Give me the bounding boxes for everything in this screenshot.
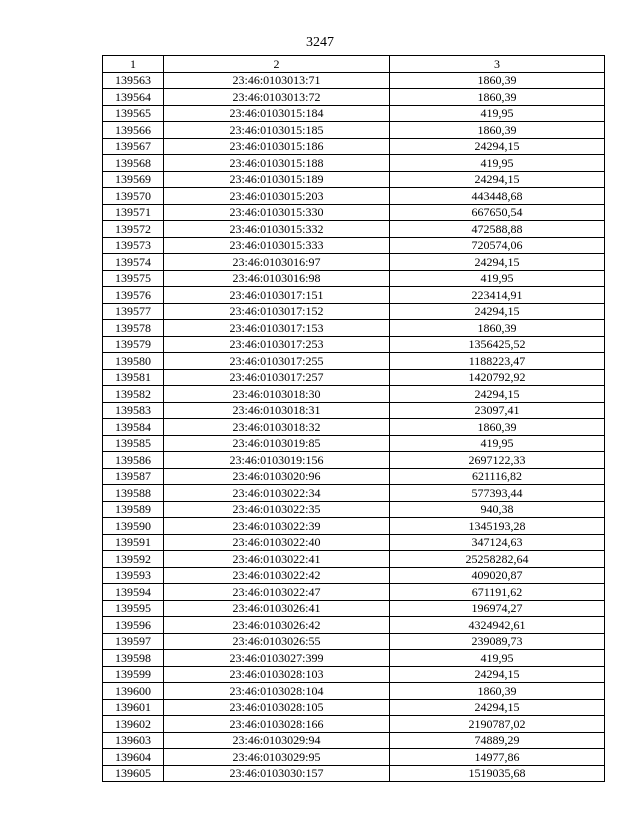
value-cell: 1188223,47 [390,353,605,370]
cadastral-number-cell: 23:46:0103026:41 [164,600,390,617]
value-cell: 720574,06 [390,237,605,254]
row-number-cell: 139598 [103,650,164,667]
table-row [103,254,605,271]
row-number-cell: 139600 [103,683,164,700]
table-row [103,402,605,419]
row-number-cell: 139573 [103,237,164,254]
cadastral-number-cell: 23:46:0103022:47 [164,584,390,601]
cadastral-number-cell: 23:46:0103022:41 [164,551,390,568]
row-number-cell: 139588 [103,485,164,502]
table-header-row [103,56,605,73]
table-row [103,72,605,89]
value-cell: 1860,39 [390,72,605,89]
row-number-cell: 139604 [103,749,164,766]
table-row [103,386,605,403]
value-cell: 472588,88 [390,221,605,238]
cadastral-number-cell: 23:46:0103026:55 [164,633,390,650]
row-number-cell: 139594 [103,584,164,601]
value-cell: 2697122,33 [390,452,605,469]
value-cell: 23097,41 [390,402,605,419]
value-cell: 24294,15 [390,386,605,403]
cadastral-number-cell: 23:46:0103013:71 [164,72,390,89]
value-cell: 621116,82 [390,468,605,485]
cadastral-number-cell: 23:46:0103018:31 [164,402,390,419]
cadastral-number-cell: 23:46:0103018:32 [164,419,390,436]
value-cell: 577393,44 [390,485,605,502]
value-cell: 1420792,92 [390,369,605,386]
row-number-cell: 139564 [103,89,164,106]
table-row [103,369,605,386]
table-row [103,237,605,254]
cadastral-number-cell: 23:46:0103017:253 [164,336,390,353]
value-cell: 419,95 [390,435,605,452]
row-number-cell: 139593 [103,567,164,584]
row-number-cell: 139590 [103,518,164,535]
cadastral-number-cell: 23:46:0103015:188 [164,155,390,172]
cadastral-number-cell: 23:46:0103016:97 [164,254,390,271]
cadastral-number-cell: 23:46:0103028:103 [164,666,390,683]
value-cell: 24294,15 [390,666,605,683]
table-row [103,122,605,139]
cadastral-number-cell: 23:46:0103030:157 [164,765,390,782]
row-number-cell: 139587 [103,468,164,485]
value-cell: 14977,86 [390,749,605,766]
cadastral-number-cell: 23:46:0103019:156 [164,452,390,469]
value-cell: 419,95 [390,155,605,172]
table-row [103,468,605,485]
row-number-cell: 139576 [103,287,164,304]
value-cell: 2190787,02 [390,716,605,733]
value-cell: 25258282,64 [390,551,605,568]
table-row [103,435,605,452]
cadastral-number-cell: 23:46:0103013:72 [164,89,390,106]
table-row [103,683,605,700]
cadastral-number-cell: 23:46:0103027:399 [164,650,390,667]
row-number-cell: 139602 [103,716,164,733]
row-number-cell: 139580 [103,353,164,370]
row-number-cell: 139568 [103,155,164,172]
table-row [103,600,605,617]
cadastral-number-cell: 23:46:0103017:151 [164,287,390,304]
value-cell: 196974,27 [390,600,605,617]
value-cell: 24294,15 [390,171,605,188]
row-number-cell: 139567 [103,138,164,155]
row-number-cell: 139605 [103,765,164,782]
cadastral-number-cell: 23:46:0103015:332 [164,221,390,238]
cadastral-number-cell: 23:46:0103015:333 [164,237,390,254]
table-row [103,485,605,502]
cadastral-number-cell: 23:46:0103022:34 [164,485,390,502]
table-row [103,204,605,221]
row-number-cell: 139583 [103,402,164,419]
cadastral-number-cell: 23:46:0103029:95 [164,749,390,766]
table-row [103,188,605,205]
cadastral-number-cell: 23:46:0103017:153 [164,320,390,337]
row-number-cell: 139581 [103,369,164,386]
table-row [103,270,605,287]
value-cell: 4324942,61 [390,617,605,634]
value-cell: 1860,39 [390,419,605,436]
row-number-cell: 139565 [103,105,164,122]
value-cell: 667650,54 [390,204,605,221]
row-number-cell: 139592 [103,551,164,568]
value-cell: 24294,15 [390,303,605,320]
value-cell: 24294,15 [390,699,605,716]
table-row [103,666,605,683]
value-cell: 239089,73 [390,633,605,650]
row-number-cell: 139572 [103,221,164,238]
cadastral-table [102,55,605,782]
row-number-cell: 139578 [103,320,164,337]
table-row [103,155,605,172]
row-number-cell: 139582 [103,386,164,403]
row-number-cell: 139569 [103,171,164,188]
value-cell: 1860,39 [390,122,605,139]
value-cell: 409020,87 [390,567,605,584]
table-row [103,89,605,106]
cadastral-number-cell: 23:46:0103022:40 [164,534,390,551]
cadastral-number-cell: 23:46:0103022:42 [164,567,390,584]
cadastral-number-cell: 23:46:0103028:104 [164,683,390,700]
value-cell: 24294,15 [390,254,605,271]
cadastral-number-cell: 23:46:0103029:94 [164,732,390,749]
table-row [103,501,605,518]
cadastral-number-cell: 23:46:0103017:152 [164,303,390,320]
value-cell: 1860,39 [390,89,605,106]
row-number-cell: 139579 [103,336,164,353]
table-row [103,732,605,749]
table-row [103,518,605,535]
table-row [103,138,605,155]
row-number-cell: 139585 [103,435,164,452]
row-number-cell: 139577 [103,303,164,320]
table-row [103,452,605,469]
table-row [103,765,605,782]
table-row [103,617,605,634]
value-cell: 1345193,28 [390,518,605,535]
table-body [103,72,605,782]
cadastral-number-cell: 23:46:0103020:96 [164,468,390,485]
table-row [103,287,605,304]
table-row [103,551,605,568]
table-row [103,567,605,584]
column-header: 3 [390,56,605,73]
cadastral-number-cell: 23:46:0103026:42 [164,617,390,634]
table-row [103,336,605,353]
cadastral-number-cell: 23:46:0103015:189 [164,171,390,188]
value-cell: 443448,68 [390,188,605,205]
row-number-cell: 139603 [103,732,164,749]
cadastral-number-cell: 23:46:0103017:257 [164,369,390,386]
column-header: 2 [164,56,390,73]
row-number-cell: 139563 [103,72,164,89]
cadastral-number-cell: 23:46:0103015:184 [164,105,390,122]
value-cell: 1356425,52 [390,336,605,353]
row-number-cell: 139584 [103,419,164,436]
cadastral-number-cell: 23:46:0103022:39 [164,518,390,535]
table-row [103,584,605,601]
value-cell: 1519035,68 [390,765,605,782]
row-number-cell: 139574 [103,254,164,271]
table-row [103,650,605,667]
row-number-cell: 139586 [103,452,164,469]
value-cell: 74889,29 [390,732,605,749]
table-row [103,105,605,122]
cadastral-number-cell: 23:46:0103015:186 [164,138,390,155]
table-row [103,699,605,716]
value-cell: 1860,39 [390,683,605,700]
table-row [103,221,605,238]
value-cell: 419,95 [390,105,605,122]
row-number-cell: 139595 [103,600,164,617]
row-number-cell: 139589 [103,501,164,518]
value-cell: 24294,15 [390,138,605,155]
cadastral-number-cell: 23:46:0103015:203 [164,188,390,205]
cadastral-number-cell: 23:46:0103017:255 [164,353,390,370]
cadastral-number-cell: 23:46:0103019:85 [164,435,390,452]
row-number-cell: 139599 [103,666,164,683]
row-number-cell: 139596 [103,617,164,634]
cadastral-number-cell: 23:46:0103022:35 [164,501,390,518]
table-row [103,171,605,188]
value-cell: 419,95 [390,270,605,287]
row-number-cell: 139601 [103,699,164,716]
cadastral-number-cell: 23:46:0103015:185 [164,122,390,139]
table-row [103,633,605,650]
row-number-cell: 139597 [103,633,164,650]
value-cell: 671191,62 [390,584,605,601]
table-row [103,716,605,733]
row-number-cell: 139566 [103,122,164,139]
value-cell: 419,95 [390,650,605,667]
row-number-cell: 139571 [103,204,164,221]
value-cell: 1860,39 [390,320,605,337]
column-header: 1 [103,56,164,73]
table-row [103,320,605,337]
row-number-cell: 139591 [103,534,164,551]
cadastral-number-cell: 23:46:0103028:166 [164,716,390,733]
table-row [103,749,605,766]
table-row [103,419,605,436]
cadastral-number-cell: 23:46:0103015:330 [164,204,390,221]
row-number-cell: 139575 [103,270,164,287]
value-cell: 347124,63 [390,534,605,551]
cadastral-number-cell: 23:46:0103018:30 [164,386,390,403]
page-number: 3247 [306,35,334,50]
table-row [103,534,605,551]
table-row [103,303,605,320]
table-row [103,353,605,370]
cadastral-number-cell: 23:46:0103016:98 [164,270,390,287]
cadastral-number-cell: 23:46:0103028:105 [164,699,390,716]
value-cell: 940,38 [390,501,605,518]
value-cell: 223414,91 [390,287,605,304]
row-number-cell: 139570 [103,188,164,205]
